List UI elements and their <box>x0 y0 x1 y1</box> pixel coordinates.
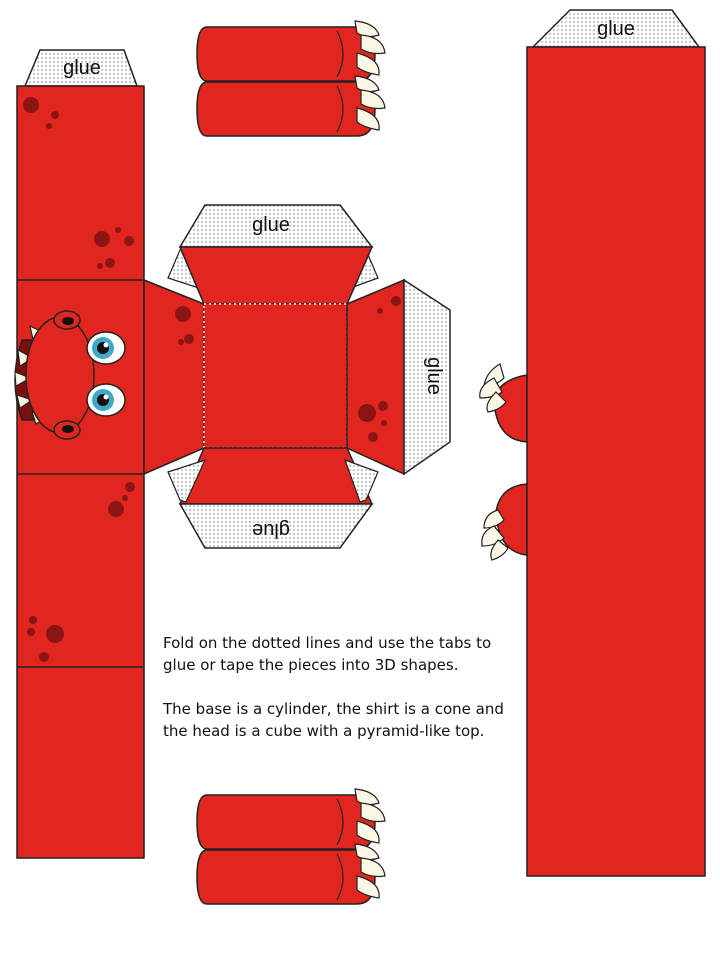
left-body-strip <box>17 50 144 858</box>
top-arm-1 <box>197 21 385 81</box>
bottom-arm-1 <box>197 789 385 849</box>
side-claw-upper <box>480 364 527 442</box>
face-head <box>26 317 94 433</box>
instructions-paragraph-1: Fold on the dotted lines and use the tabs to glue or tape the pieces into 3D shapes. <box>163 634 492 674</box>
eye-top <box>87 332 125 364</box>
eye-bottom <box>87 384 125 416</box>
glue-label-head-top: glue <box>252 214 290 236</box>
instructions-paragraph-2: The base is a cylinder, the shirt is a cone and the head is a cube with a pyramid-like top. <box>163 700 504 740</box>
glue-label-head-right: glue <box>423 357 445 395</box>
glue-label-right-top: glue <box>597 18 635 40</box>
bottom-arm-2 <box>197 844 385 904</box>
right-shirt-strip <box>527 10 705 876</box>
glue-label-left-top: glue <box>63 57 101 79</box>
top-arm-2 <box>197 76 385 136</box>
side-claw-lower <box>482 484 527 560</box>
head-net <box>144 205 450 548</box>
instructions <box>163 632 523 764</box>
glue-label-head-bottom: glue <box>252 519 290 541</box>
